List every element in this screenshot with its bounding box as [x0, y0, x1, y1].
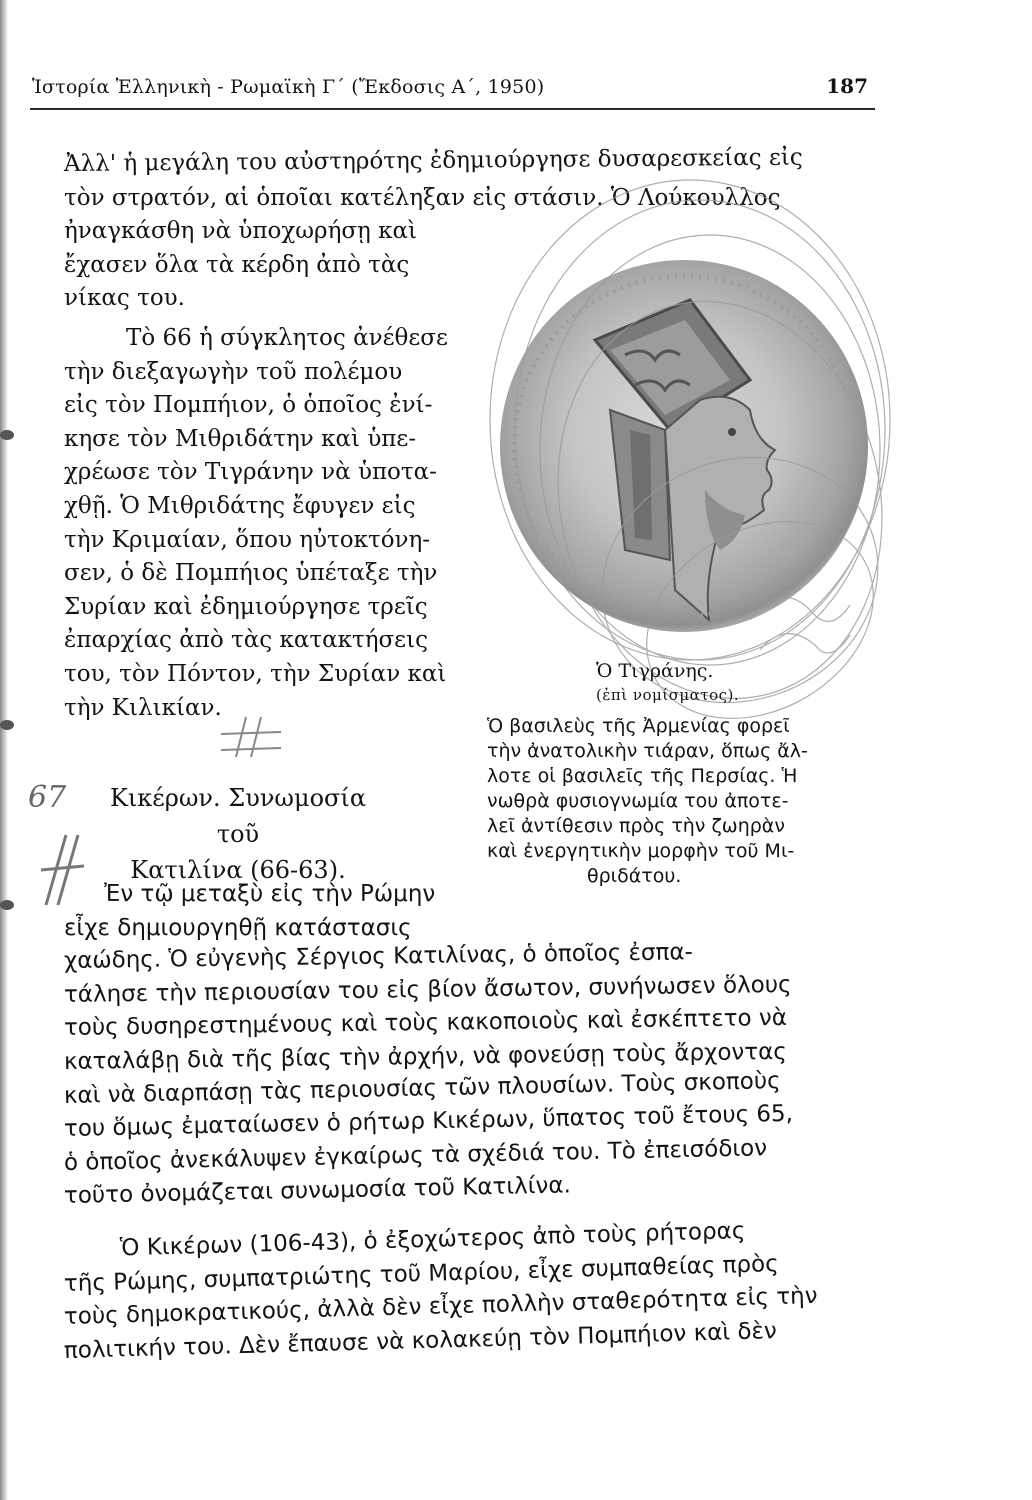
caption-line: λεῖ ἀντίθεσιν πρὸς τὴν ζωηρὰν [487, 815, 785, 837]
text-line: τοῦτο ὀνομάζεται συνωμοσία τοῦ Κατιλίνα. [63, 1172, 572, 1210]
text-line: νίκας του. [64, 285, 185, 312]
text-line: χαώδης. Ὁ εὐγενὴς Σέργιος Κατιλίνας, ὁ ὁποῖος ἐσπα- [63, 939, 694, 975]
header-title: Ἱστορία Ἑλληνικὴ - Ρωμαϊκὴ Γ΄ (Ἔκδοσις Α΄, 1950) [32, 76, 545, 98]
caption-line: τὴν ἀνατολικὴν τιάραν, ὅπως ἄλ- [487, 740, 808, 762]
pompey-paragraph [64, 322, 448, 725]
text-line: του, τὸν Πόντον, τὴν Συρίαν καὶ [64, 660, 447, 687]
text-line: Ἐν τῷ μεταξὺ εἰς τὴν Ρώμην [104, 881, 436, 907]
text-line: τὴν διεξαγωγὴν τοῦ πολέμου [64, 358, 403, 385]
header-rule [30, 108, 875, 110]
figure-caption [487, 714, 808, 889]
binding-hole [0, 900, 14, 910]
caption-line: νωθρὰ φυσιογνωμία του ἀποτε- [487, 790, 789, 812]
running-header [32, 72, 872, 104]
text-line: Τὸ 66 ἡ σύγκλητος ἀνέθεσε [126, 325, 448, 351]
text-line: τὸν στρατόν, αἱ ὁποῖαι κατέληξαν εἰς στάσιν. Ὁ Λούκουλλος [64, 184, 781, 211]
cicero-paragraph [63, 1217, 818, 1368]
page-number: 187 [826, 74, 868, 98]
text-line: καὶ νὰ διαρπάσῃ τὰς περιουσίας τῶν πλουσίων. Τοὺς σκοποὺς [63, 1067, 781, 1109]
text-line: ἐπαρχίας ἀπὸ τὰς κατακτήσεις [64, 627, 429, 654]
catiline-paragraph [64, 878, 793, 1214]
text-line: τοὺς δημοκρατικούς, ἀλλὰ δὲν εἶχε πολλὴν σταθερότητα εἰς τὴν [63, 1283, 818, 1331]
caption-line: καὶ ἐνεργητικὴν μορφὴν τοῦ Μι- [487, 840, 795, 862]
binding-hole [0, 720, 14, 730]
text-line: σεν, ὁ δὲ Πομπήιος ὑπέταξε τὴν [64, 560, 438, 587]
text-line: τὴν Κιλικίαν. [64, 694, 222, 721]
text-line: χθῇ. Ὁ Μιθριδάτης ἔφυγεν εἰς [64, 492, 416, 519]
text-line: ὁ ὁποῖος ἀνεκάλυψεν ἐγκαίρως τὰ σχέδιά του. Τὸ ἐπεισόδιον [63, 1135, 768, 1176]
figure-caption-title: Ὁ Τιγράνης. [596, 660, 714, 682]
heading-line: Κατιλίνα (66-63). [130, 856, 346, 884]
tigranes-coin-image [500, 260, 868, 632]
margin-note: 67 [28, 780, 67, 815]
page-edge-shadow [0, 0, 8, 1500]
text-line: τῆς Ρώμης, συμπατριώτης τοῦ Μαρίου, εἶχε συμπαθείας πρὸς [63, 1250, 779, 1297]
figure-caption-subtitle: (ἐπὶ νομίσματος). [596, 686, 740, 704]
coin-figure [482, 232, 878, 672]
text-line: ἠναγκάσθη νὰ ὑποχωρήσῃ καὶ [64, 218, 418, 245]
text-line: τοὺς δυσηρεστημένους καὶ τοὺς κακοποιοὺς καὶ ἐσκέπτετο νὰ [63, 1005, 788, 1042]
text-line: πολιτικήν του. Δὲν ἔπαυσε νὰ κολακεύῃ τὸν Πομπήιον καὶ δὲν [63, 1317, 778, 1364]
text-line: τὴν Κριμαίαν, ὅπου ηὐτοκτόνη- [64, 526, 431, 553]
text-line: ἔχασεν ὅλα τὰ κέρδη ἀπὸ τὰς [64, 251, 410, 278]
pencil-mark-icon [216, 712, 286, 762]
text-line: Ἀλλ' ἡ μεγάλη του αὐστηρότης ἐδημιούργησε δυσαρεσκείας εἰς [63, 144, 803, 177]
text-line: εἰς τὸν Πομπήιον, ὁ ὁποῖος ἐνί- [64, 392, 433, 419]
binding-hole [0, 430, 14, 440]
text-line: Συρίαν καὶ ἐδημιούργησε τρεῖς [64, 593, 428, 620]
text-line: του ὅμως ἐματαίωσεν ὁ ρήτωρ Κικέρων, ὕπατος τοῦ ἔτους 65, [63, 1100, 794, 1143]
text-line: εἶχε δημιουργηθῇ κατάστασις [64, 914, 412, 941]
text-line: Ὁ Κικέρων (106-43), ὁ ἐξοχώτερος ἀπὸ τοὺς ρήτορας [119, 1217, 746, 1262]
text-line: κησε τὸν Μιθριδάτην καὶ ὑπε- [64, 425, 417, 452]
text-line: τάλησε τὴν περιουσίαν του εἰς βίον ἄσωτον, συνήνωσεν ὅλους [63, 971, 792, 1008]
caption-line: Ὁ βασιλεὺς τῆς Ἀρμενίας φορεῖ [487, 715, 790, 737]
text-line: καταλάβῃ διὰ τῆς βίας τὴν ἀρχήν, νὰ φονεύσῃ τοὺς ἄρχοντας [63, 1038, 787, 1075]
section-heading [88, 780, 388, 888]
caption-line: θριδάτου. [587, 865, 682, 887]
heading-line: Κικέρων. Συνωμοσία τοῦ [109, 784, 367, 848]
caption-line: λοτε οἱ βασιλεῖς τῆς Περσίας. Ἡ [487, 765, 798, 787]
tigranes-portrait-icon [500, 260, 868, 632]
text-line: χρέωσε τὸν Τιγράνην νὰ ὑποτα- [64, 459, 437, 486]
